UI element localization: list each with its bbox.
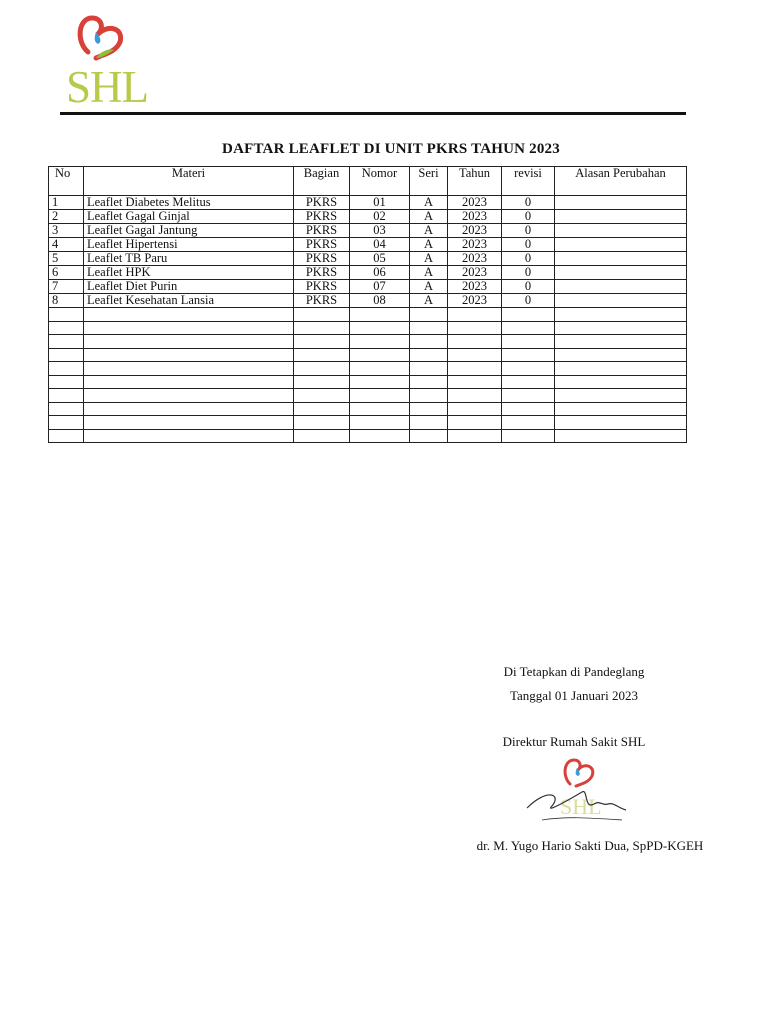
cell-tahun [448,362,502,376]
cell-no [49,308,84,322]
table-body [49,196,687,443]
cell-nomor: 04 [350,238,410,252]
cell-bagian [294,402,350,416]
cell-no [49,416,84,430]
cell-alasan [555,238,687,252]
cell-seri: A [410,224,448,238]
cell-seri [410,402,448,416]
cell-nomor [350,321,410,335]
cell-materi: Leaflet Gagal Jantung [84,224,294,238]
cell-tahun: 2023 [448,224,502,238]
cell-revisi [502,321,555,335]
cell-alasan [555,389,687,403]
table-row [49,294,687,308]
cell-nomor: 07 [350,280,410,294]
cell-revisi: 0 [502,210,555,224]
cell-bagian [294,375,350,389]
cell-revisi [502,375,555,389]
cell-bagian: PKRS [294,266,350,280]
hospital-logo [58,12,158,112]
cell-no [49,402,84,416]
table-row [49,402,687,416]
cell-nomor: 01 [350,196,410,210]
cell-revisi: 0 [502,266,555,280]
cell-materi [84,335,294,349]
cell-nomor [350,335,410,349]
cell-alasan [555,348,687,362]
table-row [49,224,687,238]
cell-revisi: 0 [502,252,555,266]
cell-bagian [294,321,350,335]
cell-seri [410,308,448,322]
cell-bagian [294,389,350,403]
cell-revisi [502,348,555,362]
table-header-row [49,167,687,196]
cell-seri: A [410,280,448,294]
cell-alasan [555,252,687,266]
cell-materi [84,389,294,403]
cell-materi [84,375,294,389]
cell-no: 6 [49,266,84,280]
cell-materi [84,321,294,335]
cell-nomor [350,402,410,416]
table-row [49,429,687,443]
cell-revisi [502,402,555,416]
header-no: No [49,167,84,196]
cell-materi: Leaflet Diet Purin [84,280,294,294]
cell-revisi [502,389,555,403]
cell-alasan [555,266,687,280]
cell-tahun: 2023 [448,252,502,266]
header-bagian: Bagian [294,167,350,196]
signature-stamp-icon [522,748,632,828]
leaflet-table [48,166,687,443]
header-materi: Materi [84,167,294,196]
cell-materi: Leaflet TB Paru [84,252,294,266]
cell-nomor [350,362,410,376]
cell-nomor: 03 [350,224,410,238]
cell-revisi: 0 [502,280,555,294]
cell-bagian: PKRS [294,294,350,308]
table-row [49,375,687,389]
cell-nomor [350,308,410,322]
cell-bagian: PKRS [294,196,350,210]
cell-seri: A [410,238,448,252]
cell-materi [84,348,294,362]
cell-tahun [448,429,502,443]
header-seri: Seri [410,167,448,196]
cell-seri [410,389,448,403]
cell-no: 3 [49,224,84,238]
cell-revisi: 0 [502,294,555,308]
cell-nomor: 05 [350,252,410,266]
cell-bagian [294,429,350,443]
cell-materi: Leaflet Hipertensi [84,238,294,252]
cell-seri [410,375,448,389]
cell-alasan [555,416,687,430]
cell-no [49,348,84,362]
cell-no [49,362,84,376]
cell-tahun [448,402,502,416]
cell-alasan [555,335,687,349]
cell-seri [410,335,448,349]
cell-bagian [294,362,350,376]
cell-tahun [448,321,502,335]
cell-tahun: 2023 [448,196,502,210]
header-alasan: Alasan Perubahan [555,167,687,196]
cell-nomor: 06 [350,266,410,280]
table-row [49,238,687,252]
cell-alasan [555,429,687,443]
cell-materi [84,416,294,430]
cell-no: 4 [49,238,84,252]
cell-seri: A [410,252,448,266]
cell-bagian [294,308,350,322]
table-row [49,362,687,376]
cell-bagian [294,335,350,349]
cell-revisi [502,362,555,376]
cell-no: 1 [49,196,84,210]
cell-no [49,321,84,335]
signature-place: Di Tetapkan di Pandeglang [503,664,645,679]
cell-nomor [350,429,410,443]
document-title: DAFTAR LEAFLET DI UNIT PKRS TAHUN 2023 [222,141,560,157]
cell-alasan [555,210,687,224]
cell-no: 2 [49,210,84,224]
cell-nomor: 08 [350,294,410,308]
cell-revisi [502,335,555,349]
cell-bagian: PKRS [294,224,350,238]
cell-alasan [555,375,687,389]
cell-alasan [555,196,687,210]
cell-materi: Leaflet Kesehatan Lansia [84,294,294,308]
table-row [49,210,687,224]
table-row [49,321,687,335]
cell-materi [84,362,294,376]
cell-tahun: 2023 [448,238,502,252]
cell-alasan [555,308,687,322]
cell-tahun [448,416,502,430]
cell-no: 8 [49,294,84,308]
cell-alasan [555,224,687,238]
cell-seri [410,321,448,335]
cell-revisi [502,416,555,430]
cell-nomor: 02 [350,210,410,224]
svg-text:SHL: SHL [560,794,602,819]
table-row [49,308,687,322]
cell-no [49,375,84,389]
cell-seri: A [410,210,448,224]
signature-position: Direktur Rumah Sakit SHL [502,734,646,749]
cell-bagian: PKRS [294,280,350,294]
table-row [49,389,687,403]
cell-alasan [555,362,687,376]
table-row [49,252,687,266]
cell-tahun: 2023 [448,266,502,280]
cell-bagian: PKRS [294,238,350,252]
cell-bagian [294,416,350,430]
table-row [49,416,687,430]
cell-revisi [502,308,555,322]
signature-date: Tanggal 01 Januari 2023 [510,688,638,703]
cell-materi [84,429,294,443]
cell-nomor [350,389,410,403]
cell-nomor [350,416,410,430]
cell-alasan [555,402,687,416]
cell-seri: A [410,294,448,308]
cell-no [49,429,84,443]
cell-revisi: 0 [502,224,555,238]
cell-revisi: 0 [502,238,555,252]
cell-materi [84,402,294,416]
cell-no: 5 [49,252,84,266]
cell-tahun: 2023 [448,210,502,224]
cell-no: 7 [49,280,84,294]
table-row [49,266,687,280]
cell-bagian: PKRS [294,210,350,224]
cell-alasan [555,321,687,335]
cell-bagian: PKRS [294,252,350,266]
signatory-name: dr. M. Yugo Hario Sakti Dua, SpPD-KGEH [476,838,704,853]
cell-revisi: 0 [502,196,555,210]
cell-tahun: 2023 [448,294,502,308]
header-tahun: Tahun [448,167,502,196]
cell-tahun [448,389,502,403]
cell-revisi [502,429,555,443]
cell-no [49,335,84,349]
table-row [49,280,687,294]
header-divider [60,112,686,115]
cell-seri [410,429,448,443]
table-row [49,335,687,349]
cell-bagian [294,348,350,362]
cell-seri [410,362,448,376]
cell-tahun [448,308,502,322]
cell-nomor [350,375,410,389]
cell-alasan [555,294,687,308]
cell-no [49,389,84,403]
cell-tahun [448,375,502,389]
header-revisi: revisi [502,167,555,196]
cell-materi: Leaflet Gagal Ginjal [84,210,294,224]
cell-materi: Leaflet HPK [84,266,294,280]
cell-seri [410,416,448,430]
cell-alasan [555,280,687,294]
cell-tahun [448,335,502,349]
cell-seri: A [410,196,448,210]
cell-tahun [448,348,502,362]
table-row [49,196,687,210]
cell-seri: A [410,266,448,280]
table-row [49,348,687,362]
cell-materi [84,308,294,322]
cell-nomor [350,348,410,362]
cell-seri [410,348,448,362]
cell-materi: Leaflet Diabetes Melitus [84,196,294,210]
cell-tahun: 2023 [448,280,502,294]
header-nomor: Nomor [350,167,410,196]
logo-wordmark: SHL [66,62,149,112]
